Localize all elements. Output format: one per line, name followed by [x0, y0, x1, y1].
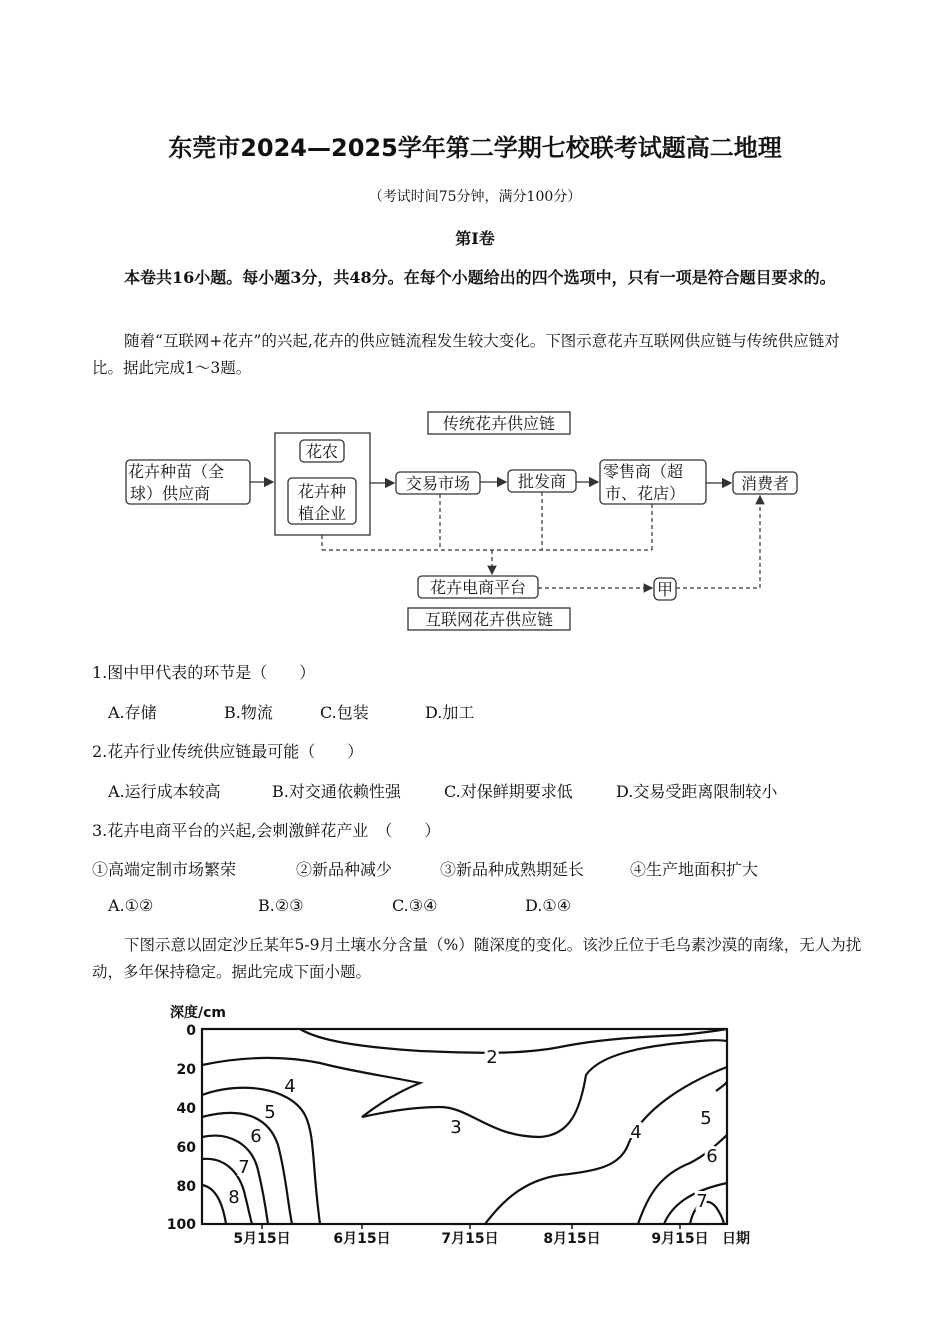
x-tick-aug15: 8月15日 — [543, 1231, 601, 1247]
traditional-chain-label: 传统花卉供应链 — [442, 414, 556, 433]
exam-info: （考试时间75分钟，满分100分） — [368, 189, 582, 205]
page-title: 东莞市2024—2025学年第二学期七校联考试题高二地理 — [168, 134, 782, 162]
y-tick-0: 0 — [186, 1023, 196, 1039]
instructions: 本卷共16小题。每小题3分，共48分。在每个小题给出的四个选项中，只有一项是符合题目要求的。 — [124, 268, 836, 287]
y-tick-60: 60 — [176, 1140, 196, 1156]
ecommerce-platform-node: 花卉电商平台 — [429, 578, 527, 597]
q2-option-a[interactable]: A.运行成本较高 — [108, 782, 221, 801]
contour-line-8 — [202, 1185, 226, 1224]
enterprise-line2: 植企业 — [297, 504, 347, 523]
contour-line-2 — [300, 1029, 727, 1053]
consumer-node: 消费者 — [740, 474, 790, 493]
q3-statement-3: ③新品种成熟期延长 — [440, 860, 585, 879]
contour-label-5b: 5 — [700, 1108, 712, 1129]
q2-option-b[interactable]: B.对交通依赖性强 — [272, 782, 401, 801]
x-tick-jul15: 7月15日 — [441, 1231, 499, 1247]
x-tick-may15: 5月15日 — [233, 1231, 291, 1247]
contour-line-4b — [485, 1067, 727, 1224]
contour-label-4a: 4 — [284, 1076, 296, 1097]
y-tick-40: 40 — [176, 1101, 196, 1117]
q3-statement-4: ④生产地面积扩大 — [630, 860, 759, 879]
x-tick-jun15: 6月15日 — [333, 1231, 391, 1247]
contour-label-6b: 6 — [706, 1146, 718, 1167]
y-tick-20: 20 — [176, 1062, 196, 1078]
q2-option-c[interactable]: C.对保鲜期要求低 — [444, 782, 573, 801]
farmer-node: 花农 — [305, 442, 339, 461]
market-node: 交易市场 — [405, 474, 471, 493]
soil-moisture-contour-chart — [0, 995, 950, 1255]
q3-statement-1: ①高端定制市场繁荣 — [92, 860, 237, 879]
internet-chain-label: 互联网花卉供应链 — [424, 610, 554, 629]
question-2-stem: 2.花卉行业传统供应链最可能（ ） — [92, 742, 364, 761]
supply-chain-diagram — [0, 400, 950, 640]
jia-node: 甲 — [656, 580, 674, 599]
q1-option-d[interactable]: D.加工 — [425, 703, 475, 722]
contour-label-8: 8 — [228, 1187, 240, 1208]
q2-option-d[interactable]: D.交易受距离限制较小 — [616, 782, 778, 801]
y-tick-100: 100 — [166, 1217, 196, 1233]
q1-option-b[interactable]: B.物流 — [224, 703, 273, 722]
section-title: 第Ⅰ卷 — [455, 229, 495, 248]
contour-label-5a: 5 — [264, 1102, 276, 1123]
q3-option-c[interactable]: C.③④ — [392, 896, 438, 915]
q3-option-a[interactable]: A.①② — [108, 896, 154, 915]
contour-line-edge — [716, 1081, 727, 1091]
question-1-stem: 1.图中甲代表的环节是（ ） — [92, 663, 316, 682]
q3-statement-2: ②新品种减少 — [296, 860, 393, 879]
q3-option-d[interactable]: D.①④ — [525, 896, 572, 915]
q3-option-b[interactable]: B.②③ — [258, 896, 304, 915]
contour-label-4b: 4 — [630, 1122, 642, 1143]
passage-1: 随着“互联网+花卉”的兴起,花卉的供应链流程发生较大变化。下图示意花卉互联网供应链与传统供应链对比。据此完成1～3题。 — [92, 332, 840, 377]
contour-label-2: 2 — [486, 1047, 498, 1068]
x-tick-sep15: 9月15日 — [651, 1231, 709, 1247]
contour-label-6a: 6 — [250, 1126, 262, 1147]
passage-2: 下图示意以固定沙丘某年5-9月土壤水分含量（%）随深度的变化。该沙丘位于毛乌素沙漠的南缘，无人为扰动，多年保持稳定。据此完成下面小题。 — [92, 936, 862, 981]
question-3-stem: 3.花卉电商平台的兴起,会刺激鲜花产业 （ ） — [92, 821, 441, 840]
y-tick-80: 80 — [176, 1179, 196, 1195]
y-axis-label: 深度/cm — [170, 1005, 226, 1021]
q1-option-c[interactable]: C.包装 — [320, 703, 369, 722]
contour-label-7b: 7 — [696, 1191, 708, 1212]
x-axis-label: 日期 — [722, 1231, 750, 1247]
contour-line-3 — [202, 1040, 727, 1137]
seedling-supplier-line2: 球）供应商 — [130, 484, 211, 503]
enterprise-line1: 花卉种 — [297, 482, 347, 501]
wholesaler-node: 批发商 — [517, 472, 567, 491]
contour-line-6a — [202, 1136, 268, 1224]
seedling-supplier-line1: 花卉种苗（全 — [128, 462, 225, 481]
retailer-line1: 零售商（超 — [603, 462, 684, 481]
contour-label-3: 3 — [450, 1117, 462, 1138]
contour-label-7a: 7 — [238, 1157, 250, 1178]
retailer-line2: 市、花店） — [605, 484, 686, 503]
q1-option-a[interactable]: A.存储 — [108, 703, 157, 722]
